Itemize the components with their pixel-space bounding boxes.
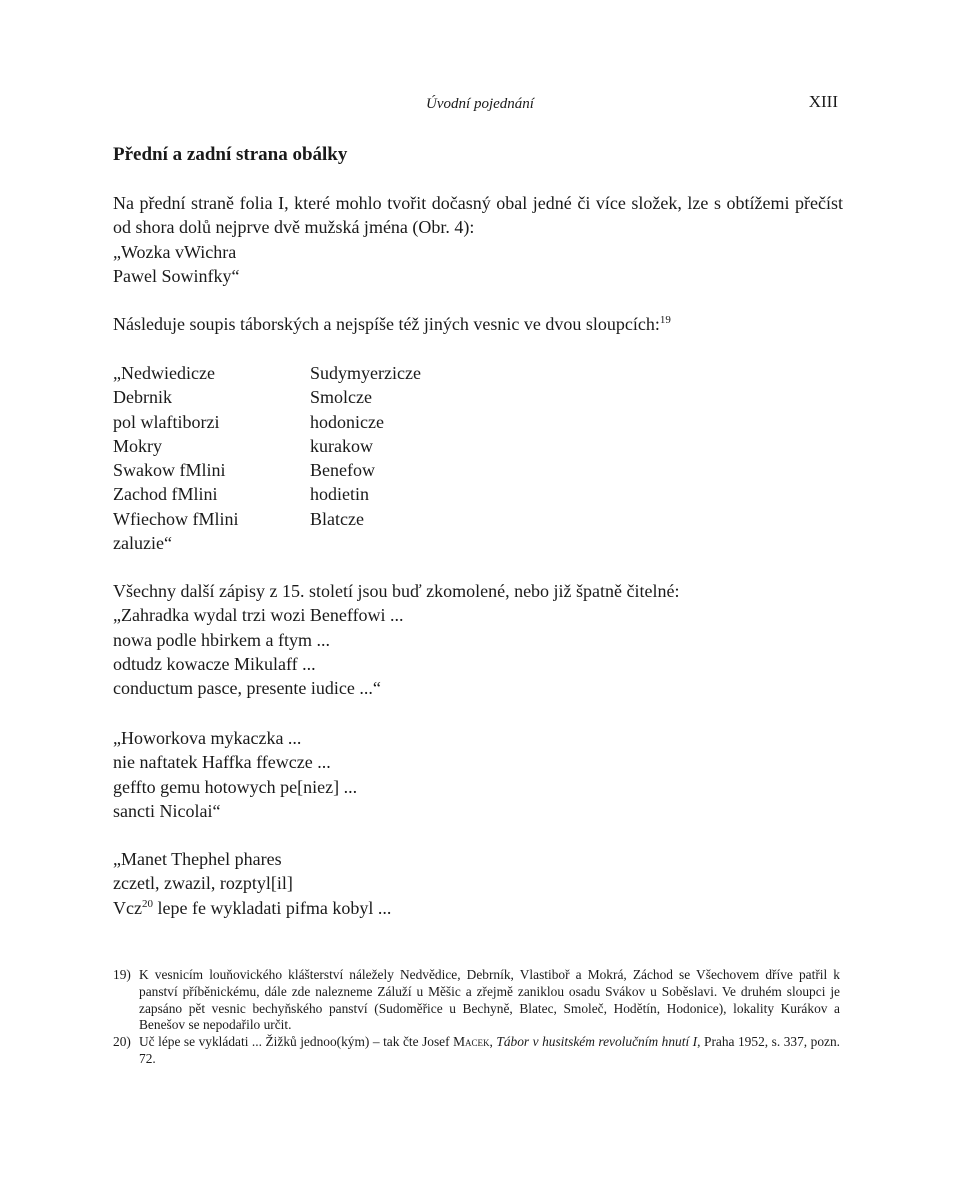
quote-line (113, 896, 843, 920)
footnote-text-part: , (489, 1034, 497, 1050)
quote-line: nowa podle hbirkem a ftym ... (113, 629, 330, 650)
section-heading: Přední a zadní strana obálky (113, 144, 348, 165)
running-header-title: Úvodní pojednání (426, 96, 534, 112)
footnote-ref-20: 20 (141, 897, 153, 910)
quote-line: zczetl, zwazil, rozptyl[il] (113, 873, 293, 894)
footnote-text (139, 1034, 840, 1068)
village-item: zaluzie“ (113, 533, 172, 554)
page-number: XIII (808, 92, 838, 111)
footnote-20 (113, 1034, 840, 1068)
village-item: Blatcze (310, 508, 364, 529)
later-records-intro: Všechny další zápisy z 15. století jsou buď zkomolené, nebo již špatně čitelné: (113, 581, 680, 601)
quote-line: „Howorkova mykaczka ... (113, 728, 302, 748)
village-item: kurakow (310, 435, 373, 456)
village-item: Swakow fMlini (113, 460, 226, 481)
footnote-text-part: , Praha 1952, s. 337, pozn. 72. (139, 1034, 841, 1066)
footnote-ref-19: 19 (659, 314, 671, 326)
footnote-text: K vesnicím louňovického klášterství náležely Nedvědice, Debrník, Vlastiboř a Mokrá, Záchod se Všechovem dříve patřil k panství příběnickému, dále zde nalezneme Záluží u Měšic a zřejmě zaniklou osadu Svákov u Soběslavi. Ve druhém sloupci je zapsáno pět vesnic bechyňského panství (Sudoměřice u Bechyně, Blatec, Smoleč, Hodětín, Hodonice), lokality Kurákov a Benešov se nepodařilo určit. (139, 967, 840, 1033)
footnote-work-title: Tábor v husitském revolučním hnutí I (496, 1034, 698, 1050)
quote-line: „Wozka vWichra (113, 241, 237, 262)
quote-line: odtudz kowacze Mikulaff ... (113, 653, 316, 674)
village-list-intro (113, 312, 843, 336)
intro-block (113, 191, 843, 288)
footnote-number: 19) (113, 967, 131, 982)
quote-line: „Zahradka wydal trzi wozi Beneffowi ... (113, 605, 404, 626)
village-item: Wfiechow fMlini (113, 508, 239, 529)
footnote-author: Macek (453, 1034, 490, 1050)
village-item: Mokry (113, 435, 162, 456)
village-item: Smolcze (310, 387, 372, 408)
village-column-left (113, 361, 238, 555)
quote-line: sancti Nicolai“ (113, 800, 221, 821)
village-item: Benefow (310, 460, 375, 481)
village-column-right (310, 361, 421, 531)
later-records-block (113, 579, 843, 700)
village-item: Zachod fMlini (113, 484, 218, 505)
quote-line: conductum pasce, presente iudice ...“ (113, 678, 381, 699)
quote-line: geffto gemu hotowych pe[niez] ... (113, 776, 358, 797)
intro-paragraph: Na přední straně folia I, které mohlo tvořit dočasný obal jedné či více složek, lze s obtížemi přečíst od shora dolů nejprve dvě mužská jména (Obr. 4): (113, 193, 843, 238)
quote-line: nie naftatek Haffka ffewcze ... (113, 752, 331, 773)
quote-text: Vcz (113, 897, 142, 918)
village-item: hodietin (310, 484, 369, 505)
village-item: hodonicze (310, 411, 384, 432)
village-item: Sudymyerzicze (310, 363, 421, 383)
village-intro-text: Následuje soupis táborských a nejspíše též jiných vesnic ve dvou sloupcích: (113, 314, 660, 334)
quote-line: „Manet Thephel phares (113, 849, 282, 869)
footnote-number: 20) (113, 1034, 131, 1050)
quote-text: lepe fe wykladati pifma kobyl ... (152, 897, 392, 918)
quote-block-3 (113, 847, 843, 920)
quote-line: Pawel Sowinfky“ (113, 265, 240, 286)
village-item: pol wlaftiborzi (113, 411, 220, 432)
village-item: „Nedwiedicze (113, 363, 215, 383)
footnote-19 (113, 967, 840, 1034)
footnote-text-part: Uč lépe se vykládati ... Žižků jednoo(kým) – tak čte Josef (139, 1034, 454, 1050)
footnotes (113, 967, 840, 1068)
village-item: Debrnik (113, 387, 172, 408)
quote-block-2 (113, 726, 843, 823)
